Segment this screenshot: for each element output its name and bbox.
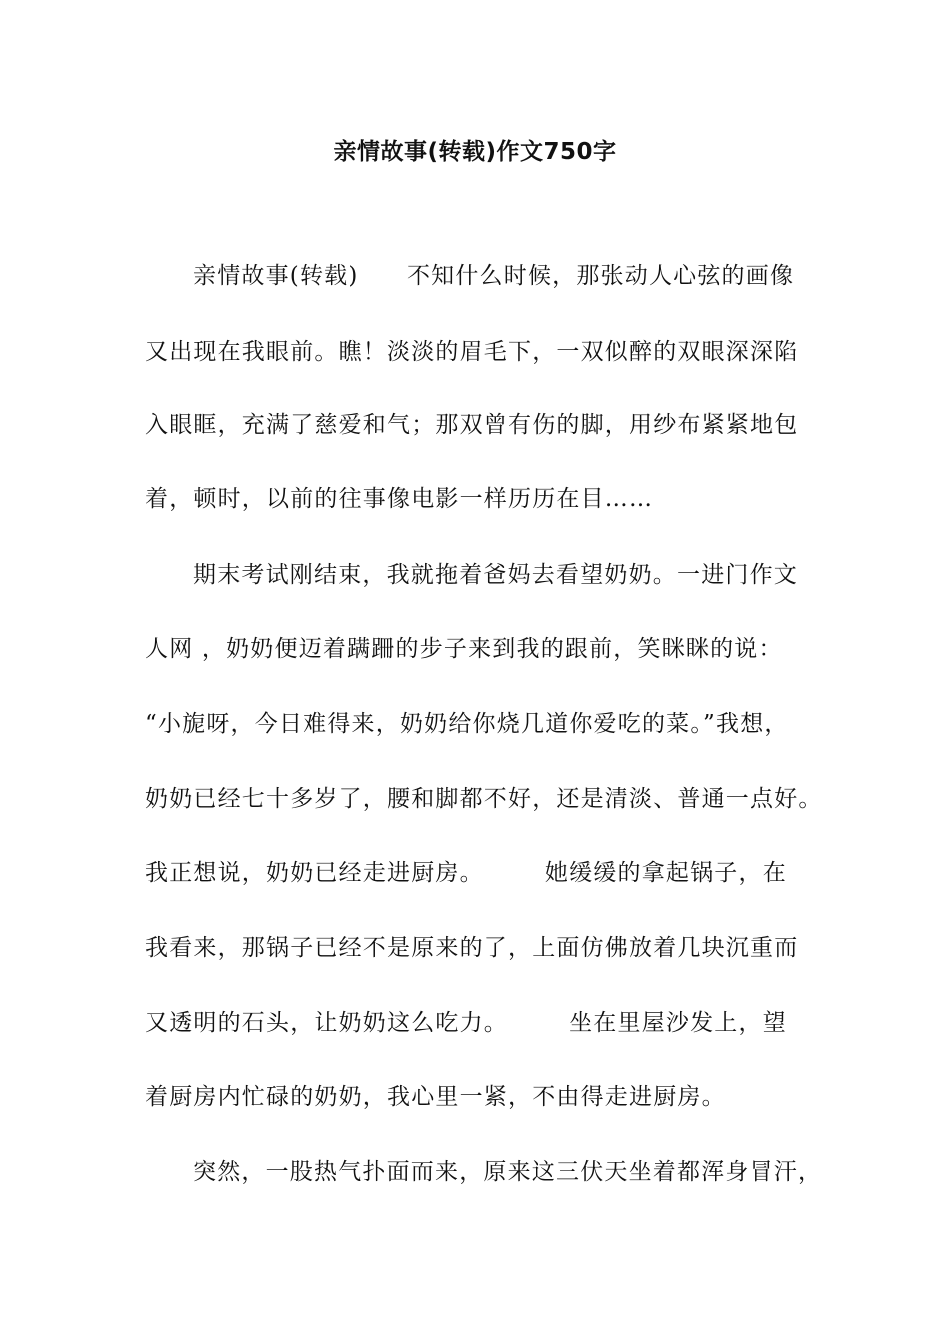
paragraph-2-line-6: 我看来，那锅子已经不是原来的了，上面仿佛放着几块沉重而 bbox=[145, 935, 799, 961]
paragraph-1-line-3: 入眼眶，充满了慈爱和气；那双曾有伤的脚，用纱布紧紧地包 bbox=[145, 412, 799, 438]
paragraph-2-line-4: 奶奶已经七十多岁了，腰和脚都不好，还是清淡、普通一点好。 bbox=[145, 786, 823, 812]
page-title: 亲情故事(转载)作文750字 bbox=[333, 139, 617, 165]
paragraph-2-line-5: 我正想说，奶奶已经走进厨房。 她缓缓的拿起锅子，在 bbox=[145, 860, 787, 886]
paragraph-1-line-1: 亲情故事(转载) 不知什么时候，那张动人心弦的画像 bbox=[193, 263, 795, 289]
paragraph-2-line-8: 着厨房内忙碌的奶奶，我心里一紧，不由得走进厨房。 bbox=[145, 1084, 726, 1110]
paragraph-1-line-4: 着，顿时，以前的往事像电影一样历历在目…… bbox=[145, 486, 654, 512]
paragraph-3-line-1: 突然，一股热气扑面而来，原来这三伏天坐着都浑身冒汗， bbox=[193, 1159, 823, 1185]
paragraph-2-line-7: 又透明的石头，让奶奶这么吃力。 坐在里屋沙发上，望 bbox=[145, 1010, 787, 1036]
paragraph-2-line-3: “小旎呀，今日难得来，奶奶给你烧几道你爱吃的菜。”我想， bbox=[145, 711, 789, 737]
paragraph-1-line-2: 又出现在我眼前。瞧！淡淡的眉毛下，一双似醉的双眼深深陷 bbox=[145, 339, 799, 365]
paragraph-2-line-1: 期末考试刚结束，我就拖着爸妈去看望奶奶。一进门作文 bbox=[193, 562, 798, 588]
paragraph-2-line-2: 人网 ，奶奶便迈着蹒跚的步子来到我的跟前，笑眯眯的说： bbox=[145, 636, 783, 662]
